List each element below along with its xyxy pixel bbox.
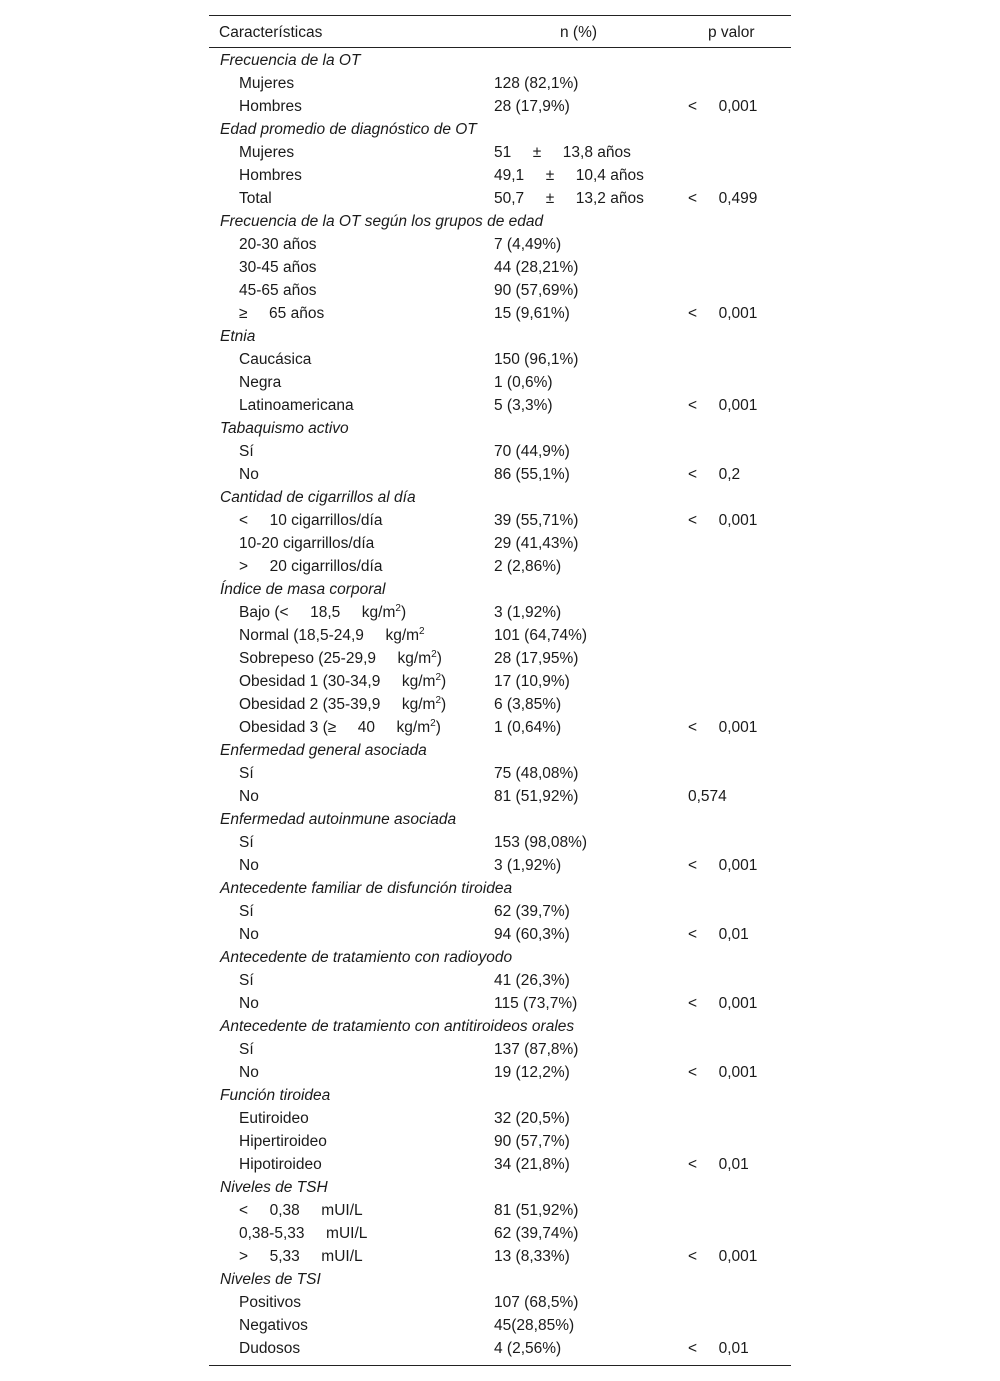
row-label — [239, 187, 272, 210]
group-row — [209, 739, 791, 762]
row-p-value: < 0,001 — [688, 719, 758, 736]
table-row — [209, 72, 791, 95]
table-row — [209, 95, 791, 118]
row-label-text: Obesidad 2 (35-39,9 kg/m — [239, 696, 436, 713]
row-label — [239, 72, 294, 95]
row-label-text: Dudosos — [239, 1340, 301, 1357]
row-label-tail: ) — [436, 650, 442, 667]
table-row — [209, 716, 791, 739]
row-value: 39 (55,71%) — [494, 512, 579, 529]
row-label-text: Negra — [239, 374, 282, 391]
row-label — [239, 279, 317, 302]
row-label — [239, 992, 259, 1015]
group-title: Edad promedio de diagnóstico de OT — [220, 121, 477, 138]
group-title: Frecuencia de la OT según los grupos de edad — [220, 213, 544, 230]
row-label — [239, 371, 281, 394]
table-row — [209, 532, 791, 555]
group-title: Frecuencia de la OT — [220, 52, 361, 69]
unit-superscript: 2 — [430, 717, 436, 729]
group-title: Índice de masa corporal — [220, 581, 386, 598]
row-label-text: Sí — [239, 765, 254, 782]
group-title: Niveles de TSI — [220, 1271, 321, 1288]
row-label-tail: ) — [441, 696, 447, 713]
group-row — [209, 877, 791, 900]
row-value: 70 (44,9%) — [494, 443, 570, 460]
table-row — [209, 141, 791, 164]
row-value: 75 (48,08%) — [494, 765, 579, 782]
row-label — [239, 693, 446, 716]
row-p-value: < 0,01 — [688, 1340, 749, 1357]
row-label — [239, 555, 382, 578]
row-label-text: No — [239, 1064, 259, 1081]
unit-superscript: 2 — [419, 625, 425, 637]
row-value: 62 (39,74%) — [494, 1225, 579, 1242]
row-label — [239, 141, 294, 164]
table-row — [209, 969, 791, 992]
header-n-percent: n (%) — [560, 24, 598, 41]
table-row — [209, 394, 791, 417]
row-label-text: > 20 cigarrillos/día — [239, 558, 383, 575]
row-label — [239, 1061, 259, 1084]
row-label-text: Bajo (< 18,5 kg/m — [239, 604, 396, 621]
row-label — [239, 440, 254, 463]
row-label-text: 45-65 años — [239, 282, 317, 299]
row-label — [239, 256, 317, 279]
row-label-text: < 10 cigarrillos/día — [239, 512, 383, 529]
table-row — [209, 256, 791, 279]
row-value: 107 (68,5%) — [494, 1294, 579, 1311]
table-row — [209, 1130, 791, 1153]
row-p-value: < 0,001 — [688, 995, 758, 1012]
table-row — [209, 555, 791, 578]
row-p-value: < 0,001 — [688, 512, 758, 529]
row-label — [239, 1038, 254, 1061]
row-label — [239, 969, 254, 992]
table-row — [209, 302, 791, 325]
row-label — [239, 1314, 308, 1337]
row-value: 7 (4,49%) — [494, 236, 562, 253]
row-label — [239, 716, 441, 739]
row-label-text: No — [239, 857, 259, 874]
table-row — [209, 1199, 791, 1222]
table-row — [209, 762, 791, 785]
row-value: 90 (57,7%) — [494, 1133, 570, 1150]
row-label-text: 30-45 años — [239, 259, 317, 276]
table-row — [209, 670, 791, 693]
row-label — [239, 1222, 367, 1245]
table-row — [209, 831, 791, 854]
row-value: 3 (1,92%) — [494, 857, 562, 874]
row-label — [239, 923, 259, 946]
group-row — [209, 1176, 791, 1199]
row-value: 41 (26,3%) — [494, 972, 570, 989]
row-label-text: Total — [239, 190, 272, 207]
row-label — [239, 762, 254, 785]
row-p-value: < 0,001 — [688, 857, 758, 874]
row-label-text: Sí — [239, 1041, 254, 1058]
row-label-text: Hombres — [239, 98, 302, 115]
table-row — [209, 992, 791, 1015]
unit-superscript: 2 — [435, 671, 441, 683]
row-value: 150 (96,1%) — [494, 351, 579, 368]
row-value: 81 (51,92%) — [494, 1202, 579, 1219]
row-label-text: Sí — [239, 972, 254, 989]
row-value: 101 (64,74%) — [494, 627, 588, 644]
table-row — [209, 187, 791, 210]
row-label-text: No — [239, 466, 259, 483]
row-value: 137 (87,8%) — [494, 1041, 579, 1058]
group-title: Cantidad de cigarrillos al día — [220, 489, 416, 506]
row-value: 51 ± 13,8 años — [494, 144, 631, 161]
table-row — [209, 923, 791, 946]
row-label-text: 0,38-5,33 mUI/L — [239, 1225, 368, 1242]
header-characteristics: Características — [219, 24, 323, 41]
row-value: 81 (51,92%) — [494, 788, 579, 805]
row-value: 1 (0,64%) — [494, 719, 562, 736]
row-label — [239, 164, 302, 187]
table-row — [209, 509, 791, 532]
row-value: 3 (1,92%) — [494, 604, 562, 621]
group-title: Enfermedad autoinmune asociada — [220, 811, 457, 828]
table-body — [209, 49, 791, 1360]
row-label — [239, 831, 254, 854]
table-row — [209, 1337, 791, 1360]
unit-superscript: 2 — [395, 602, 401, 614]
row-value: 15 (9,61%) — [494, 305, 570, 322]
table-row — [209, 601, 791, 624]
row-label-tail: ) — [400, 604, 407, 621]
row-value: 28 (17,9%) — [494, 98, 570, 115]
table-header — [209, 16, 791, 48]
row-p-value: < 0,001 — [688, 98, 758, 115]
row-label — [239, 1107, 309, 1130]
row-label-text: Sí — [239, 903, 254, 920]
row-value: 50,7 ± 13,2 años — [494, 190, 644, 207]
table-row — [209, 785, 791, 808]
row-label — [239, 1337, 300, 1360]
row-label — [239, 785, 259, 808]
table-row — [209, 1314, 791, 1337]
row-label-text: Hipotiroideo — [239, 1156, 322, 1173]
group-row — [209, 118, 791, 141]
row-value: 28 (17,95%) — [494, 650, 579, 667]
row-value: 13 (8,33%) — [494, 1248, 570, 1265]
row-label-text: Sobrepeso (25-29,9 kg/m — [239, 650, 432, 667]
row-value: 94 (60,3%) — [494, 926, 570, 943]
table-row — [209, 647, 791, 670]
group-row — [209, 808, 791, 831]
table-row — [209, 440, 791, 463]
table-row — [209, 900, 791, 923]
table-row — [209, 854, 791, 877]
row-p-value: < 0,001 — [688, 1248, 758, 1265]
characteristics-table — [209, 15, 791, 1366]
row-label-text: Obesidad 3 (≥ 40 kg/m — [239, 719, 431, 736]
table-row — [209, 463, 791, 486]
group-row — [209, 1084, 791, 1107]
group-title: Tabaquismo activo — [220, 420, 349, 437]
row-p-value: < 0,499 — [688, 190, 758, 207]
group-row — [209, 486, 791, 509]
row-label-tail: ) — [441, 673, 447, 690]
row-value: 128 (82,1%) — [494, 75, 579, 92]
row-label — [239, 647, 442, 670]
table-row — [209, 1061, 791, 1084]
row-label-text: 20-30 años — [239, 236, 317, 253]
table-row — [209, 1245, 791, 1268]
row-value: 115 (73,7%) — [494, 995, 578, 1012]
table-row — [209, 348, 791, 371]
table-row — [209, 1291, 791, 1314]
row-value: 34 (21,8%) — [494, 1156, 570, 1173]
row-value: 17 (10,9%) — [494, 673, 570, 690]
row-value: 6 (3,85%) — [494, 696, 562, 713]
row-value: 62 (39,7%) — [494, 903, 570, 920]
row-label-text: Positivos — [239, 1294, 302, 1311]
row-value: 90 (57,69%) — [494, 282, 579, 299]
row-p-value: < 0,001 — [688, 1064, 758, 1081]
table-row — [209, 624, 791, 647]
row-value: 45(28,85%) — [494, 1317, 575, 1334]
row-label-text: Hombres — [239, 167, 302, 184]
row-value: 19 (12,2%) — [494, 1064, 570, 1081]
row-value: 32 (20,5%) — [494, 1110, 570, 1127]
row-label — [239, 302, 324, 325]
row-label — [239, 509, 382, 532]
table-row — [209, 233, 791, 256]
row-label — [239, 348, 311, 371]
row-p-value: < 0,01 — [688, 926, 749, 943]
group-title: Antecedente de tratamiento con radioyodo — [220, 949, 513, 966]
row-label — [239, 463, 259, 486]
row-value: 1 (0,6%) — [494, 374, 553, 391]
table-row — [209, 1038, 791, 1061]
row-value: 29 (41,43%) — [494, 535, 579, 552]
group-row — [209, 49, 791, 72]
header-p-value: p valor — [708, 24, 755, 41]
row-p-value: < 0,01 — [688, 1156, 749, 1173]
unit-superscript: 2 — [431, 648, 437, 660]
row-p-value: 0,574 — [688, 788, 727, 805]
row-label — [239, 1153, 322, 1176]
row-label — [239, 95, 302, 118]
row-label-text: ≥ 65 años — [239, 305, 325, 322]
row-label-tail: ) — [435, 719, 441, 736]
row-label — [239, 900, 254, 923]
group-title: Antecedente familiar de disfunción tiroidea — [220, 880, 513, 897]
group-title: Función tiroidea — [220, 1087, 331, 1104]
row-label — [239, 1199, 363, 1222]
row-label-text: < 0,38 mUI/L — [239, 1202, 363, 1219]
row-label — [239, 670, 446, 693]
row-label-text: Sí — [239, 443, 254, 460]
group-title: Niveles de TSH — [220, 1179, 328, 1196]
group-row — [209, 417, 791, 440]
row-label — [239, 394, 354, 417]
table-row — [209, 164, 791, 187]
row-label — [239, 532, 374, 555]
row-label-text: Latinoamericana — [239, 397, 354, 414]
row-p-value: < 0,001 — [688, 305, 758, 322]
row-label-text: Normal (18,5-24,9 kg/m — [239, 627, 420, 644]
group-row — [209, 210, 791, 233]
table-row — [209, 1222, 791, 1245]
row-value: 5 (3,3%) — [494, 397, 553, 414]
group-title: Antecedente de tratamiento con antitiroideos orales — [220, 1018, 575, 1035]
row-label — [239, 601, 406, 624]
row-label — [239, 624, 425, 647]
row-label-text: Eutiroideo — [239, 1110, 309, 1127]
group-row — [209, 946, 791, 969]
row-label-text: No — [239, 995, 259, 1012]
row-label-text: Obesidad 1 (30-34,9 kg/m — [239, 673, 436, 690]
table-row — [209, 1153, 791, 1176]
row-value: 49,1 ± 10,4 años — [494, 167, 644, 184]
row-value: 44 (28,21%) — [494, 259, 579, 276]
row-label — [239, 1130, 327, 1153]
group-title: Enfermedad general asociada — [220, 742, 427, 759]
row-label — [239, 1291, 301, 1314]
row-value: 2 (2,86%) — [494, 558, 562, 575]
row-label-text: 10-20 cigarrillos/día — [239, 535, 375, 552]
row-label-text: Mujeres — [239, 144, 295, 161]
row-label-text: Negativos — [239, 1317, 308, 1334]
row-label-text: No — [239, 926, 259, 943]
row-label — [239, 233, 317, 256]
table-row — [209, 1107, 791, 1130]
table-row — [209, 279, 791, 302]
row-label-text: Sí — [239, 834, 254, 851]
row-label — [239, 1245, 363, 1268]
unit-superscript: 2 — [435, 694, 441, 706]
row-p-value: < 0,001 — [688, 397, 758, 414]
row-label-text: No — [239, 788, 259, 805]
row-value: 153 (98,08%) — [494, 834, 588, 851]
group-row — [209, 325, 791, 348]
row-value: 86 (55,1%) — [494, 466, 570, 483]
group-row — [209, 1268, 791, 1291]
row-value: 4 (2,56%) — [494, 1340, 562, 1357]
group-title: Etnia — [220, 328, 256, 345]
group-row — [209, 578, 791, 601]
row-label — [239, 854, 259, 877]
row-label-text: > 5,33 mUI/L — [239, 1248, 363, 1265]
row-label-text: Hipertiroideo — [239, 1133, 327, 1150]
table-row — [209, 371, 791, 394]
group-row — [209, 1015, 791, 1038]
row-label-text: Caucásica — [239, 351, 312, 368]
row-label-text: Mujeres — [239, 75, 295, 92]
table-row — [209, 693, 791, 716]
row-p-value: < 0,2 — [688, 466, 741, 483]
